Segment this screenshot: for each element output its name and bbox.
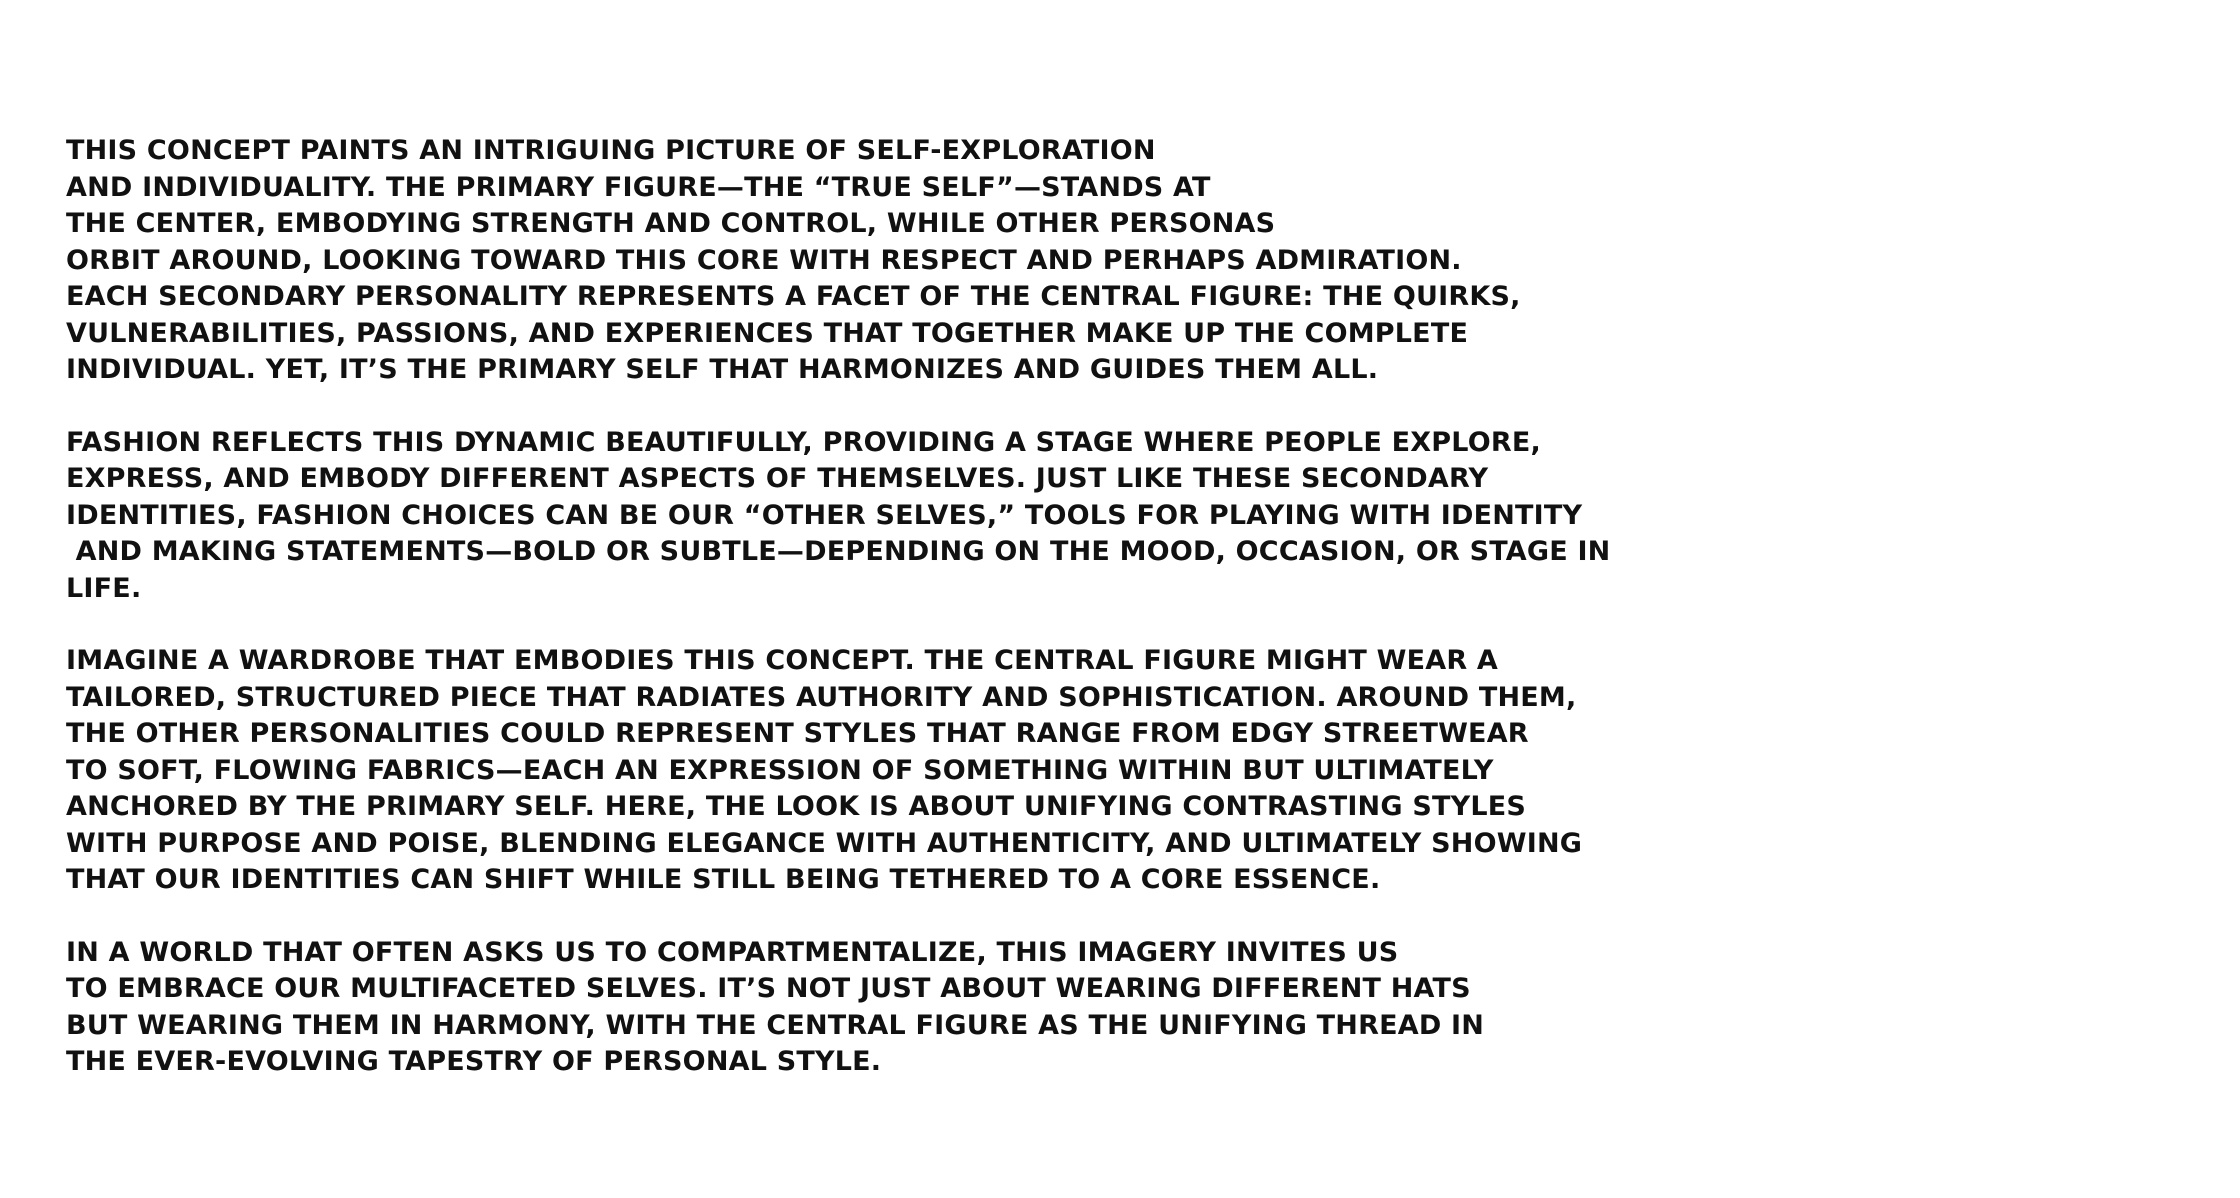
text-line: INDIVIDUAL. YET, IT’S THE PRIMARY SELF THAT HARMONIZES AND GUIDES THEM ALL. xyxy=(66,354,1379,385)
text-line: EXPRESS, AND EMBODY DIFFERENT ASPECTS OF THEMSELVES. JUST LIKE THESE SECONDARY xyxy=(66,463,1489,494)
text-line: AND MAKING STATEMENTS—BOLD OR SUBTLE—DEPENDING ON THE MOOD, OCCASION, OR STAGE IN xyxy=(66,536,1611,567)
text-line: ANCHORED BY THE PRIMARY SELF. HERE, THE LOOK IS ABOUT UNIFYING CONTRASTING STYLES xyxy=(66,791,1527,822)
text-line: TAILORED, STRUCTURED PIECE THAT RADIATES AUTHORITY AND SOPHISTICATION. AROUND THEM, xyxy=(66,681,1577,713)
paragraph-2 xyxy=(66,425,1826,608)
text-line: THIS CONCEPT PAINTS AN INTRIGUING PICTURE OF SELF-EXPLORATION xyxy=(66,135,1156,166)
text-line: THE CENTER, EMBODYING STRENGTH AND CONTROL, WHILE OTHER PERSONAS xyxy=(66,208,1276,239)
text-line: TO EMBRACE OUR MULTIFACETED SELVES. IT’S NOT JUST ABOUT WEARING DIFFERENT HATS xyxy=(66,973,1471,1004)
text-line: ORBIT AROUND, LOOKING TOWARD THIS CORE WITH RESPECT AND PERHAPS ADMIRATION. xyxy=(66,244,1462,276)
text-line: WITH PURPOSE AND POISE, BLENDING ELEGANCE WITH AUTHENTICITY, AND ULTIMATELY SHOWING xyxy=(66,827,1583,859)
text-line: FASHION REFLECTS THIS DYNAMIC BEAUTIFULLY, PROVIDING A STAGE WHERE PEOPLE EXPLORE, xyxy=(66,426,1541,458)
text-line: THE EVER-EVOLVING TAPESTRY OF PERSONAL STYLE. xyxy=(66,1046,882,1077)
text-line: EACH SECONDARY PERSONALITY REPRESENTS A FACET OF THE CENTRAL FIGURE: THE QUIRKS, xyxy=(66,281,1521,312)
paragraph-3 xyxy=(66,643,1826,899)
document-body xyxy=(66,133,1826,1117)
text-line: IDENTITIES, FASHION CHOICES CAN BE OUR “OTHER SELVES,” TOOLS FOR PLAYING WITH IDENTITY xyxy=(66,499,1583,531)
text-line: BUT WEARING THEM IN HARMONY, WITH THE CENTRAL FIGURE AS THE UNIFYING THREAD IN xyxy=(66,1009,1485,1041)
paragraph-4 xyxy=(66,935,1826,1081)
text-line: AND INDIVIDUALITY. THE PRIMARY FIGURE—THE “TRUE SELF”—STANDS AT xyxy=(66,171,1211,203)
text-line: TO SOFT, FLOWING FABRICS—EACH AN EXPRESSION OF SOMETHING WITHIN BUT ULTIMATELY xyxy=(66,754,1494,786)
text-line: LIFE. xyxy=(66,572,142,604)
text-line: IN A WORLD THAT OFTEN ASKS US TO COMPARTMENTALIZE, THIS IMAGERY INVITES US xyxy=(66,936,1399,968)
text-line: VULNERABILITIES, PASSIONS, AND EXPERIENCES THAT TOGETHER MAKE UP THE COMPLETE xyxy=(66,317,1469,349)
paragraph-1 xyxy=(66,133,1826,389)
text-line: IMAGINE A WARDROBE THAT EMBODIES THIS CONCEPT. THE CENTRAL FIGURE MIGHT WEAR A xyxy=(66,645,1499,676)
text-line: THE OTHER PERSONALITIES COULD REPRESENT STYLES THAT RANGE FROM EDGY STREETWEAR xyxy=(66,718,1529,749)
text-line: THAT OUR IDENTITIES CAN SHIFT WHILE STILL BEING TETHERED TO A CORE ESSENCE. xyxy=(66,864,1381,895)
